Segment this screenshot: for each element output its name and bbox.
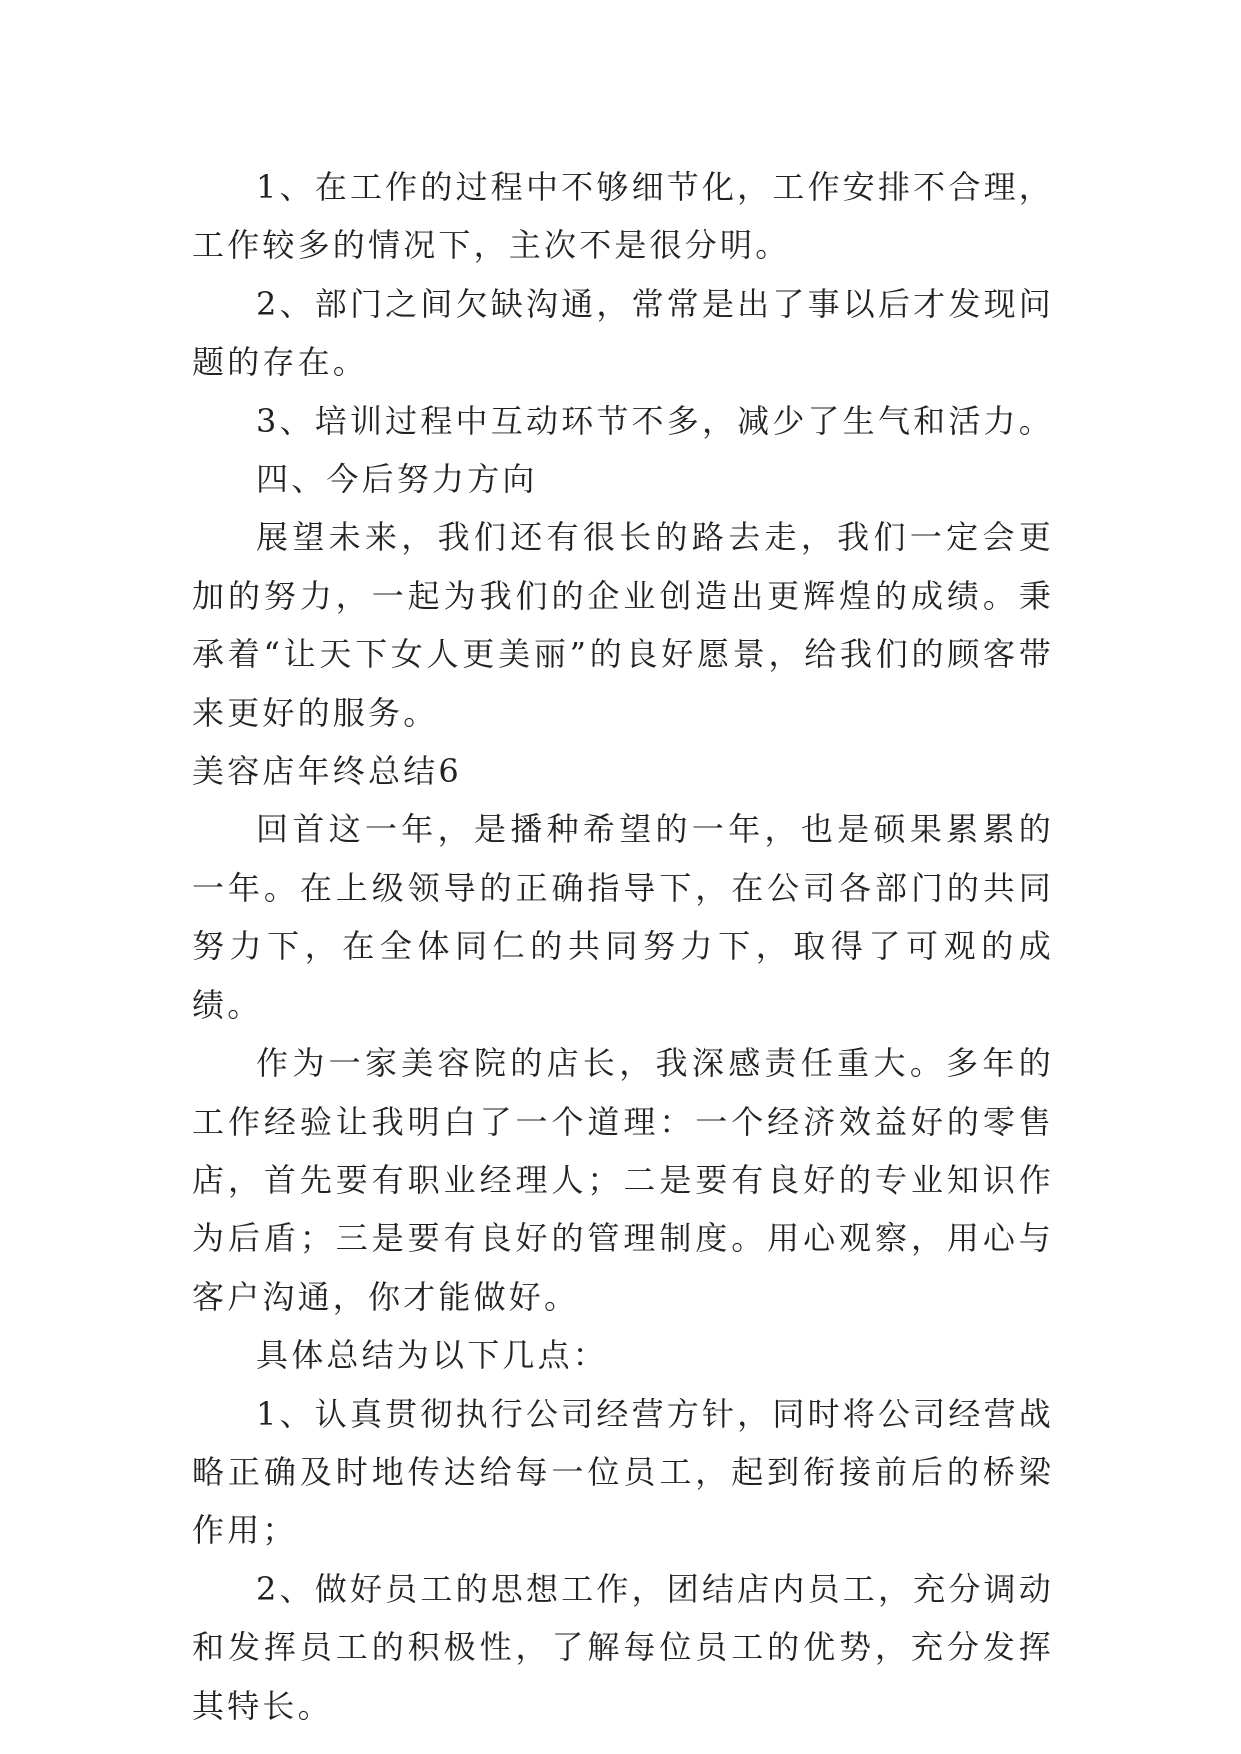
paragraph-point-2: 2、做好员工的思想工作，团结店内员工，充分调动和发挥员工的积极性，了解每位员工的优势，充分发挥其特长。	[192, 1569, 1054, 1725]
paragraph-year-review: 回首这一年，是播种希望的一年，也是硕果累累的一年。在上级领导的正确指导下，在公司各部门的共同努力下，在全体同仁的共同努力下，取得了可观的成绩。	[192, 810, 1054, 1024]
section-title: 美容店年终总结6	[192, 752, 462, 791]
paragraph-issue-2: 2、部门之间欠缺沟通，常常是出了事以后才发现问题的存在。	[192, 284, 1054, 382]
paragraph-summary-intro: 具体总结为以下几点：	[256, 1336, 609, 1375]
paragraph-issue-1: 1、在工作的过程中不够细节化，工作安排不合理，工作较多的情况下，主次不是很分明。	[192, 168, 1054, 265]
paragraph-point-1: 1、认真贯彻执行公司经营方针，同时将公司经营战略正确及时地传达给每一位员工，起到衔接前后的桥梁作用；	[192, 1394, 1054, 1550]
subheading-future-direction: 四、今后努力方向	[256, 460, 538, 499]
paragraph-outlook: 展望未来，我们还有很长的路去走，我们一定会更加的努力，一起为我们的企业创造出更辉煌的成绩。秉承着“让天下女人更美丽”的良好愿景，给我们的顾客带来更好的服务。	[192, 518, 1054, 732]
document-page	[192, 158, 1054, 1735]
paragraph-issue-3: 3、培训过程中互动环节不多，减少了生气和活力。	[256, 401, 1054, 440]
paragraph-manager-role: 作为一家美容院的店长，我深感责任重大。多年的工作经验让我明白了一个道理：一个经济效益好的零售店，首先要有职业经理人；二是要有良好的专业知识作为后盾；三是要有良好的管理制度。用心观察，用心与客户沟通，你才能做好。	[192, 1044, 1054, 1316]
